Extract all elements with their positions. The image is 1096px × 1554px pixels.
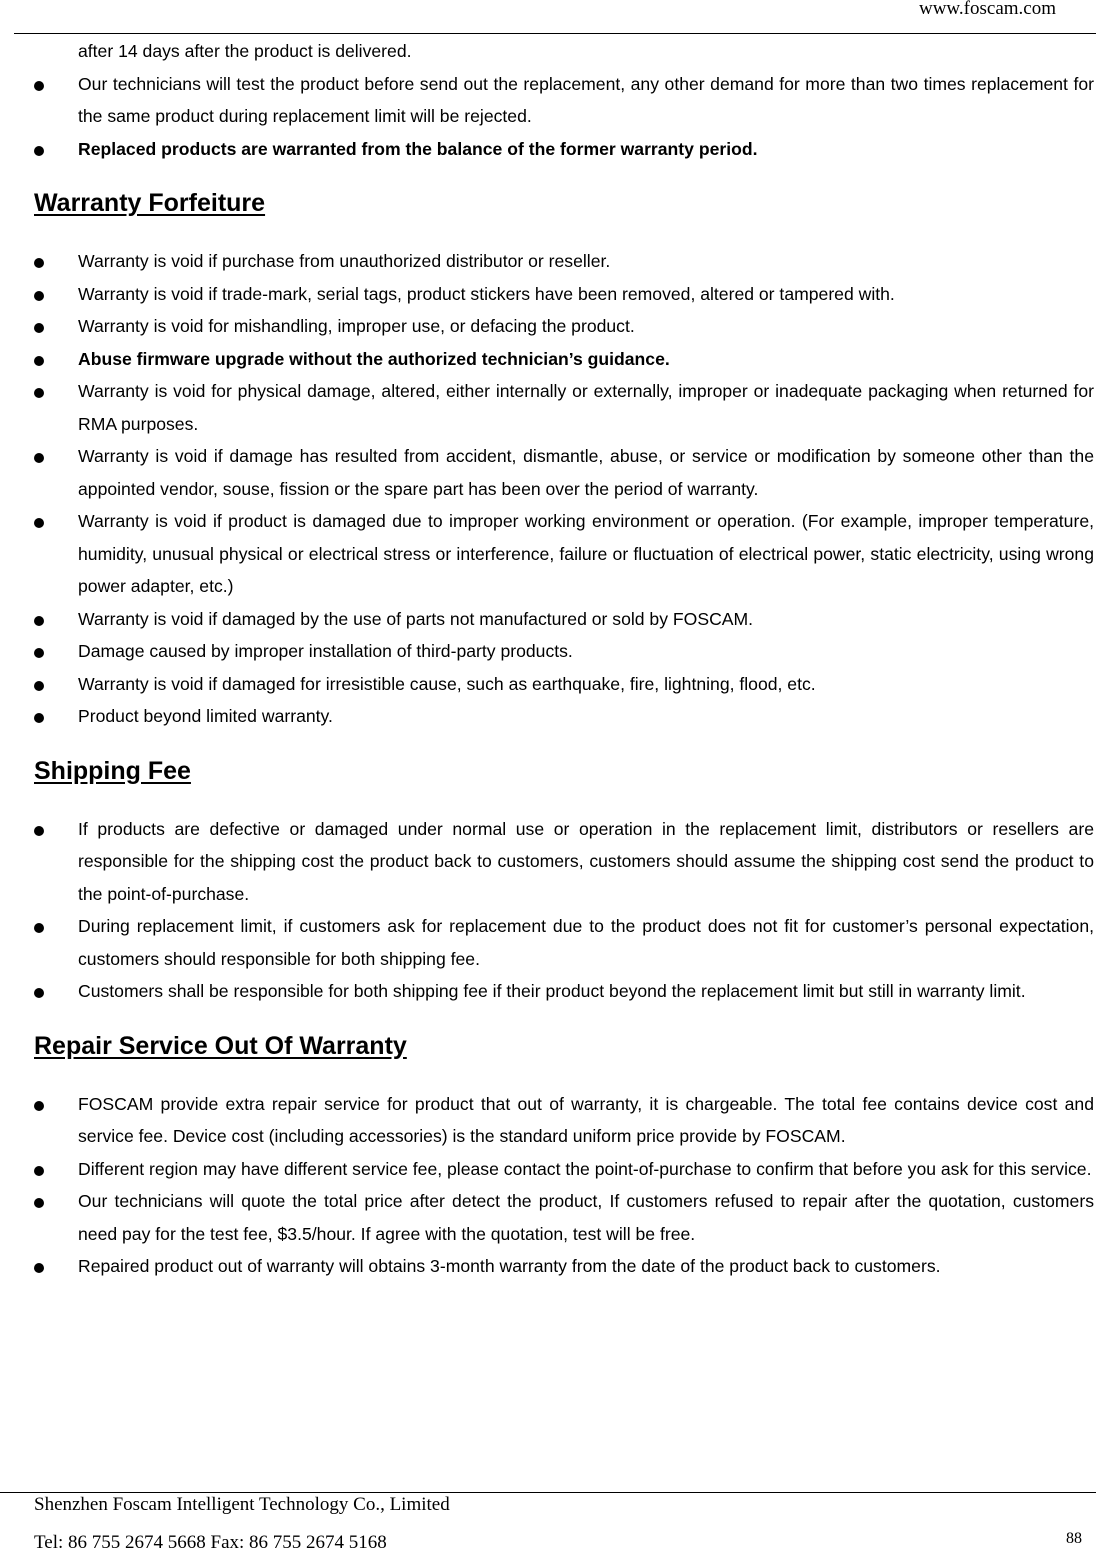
repair-service-list	[34, 1088, 1094, 1283]
list-item	[34, 635, 1094, 668]
list-item	[34, 910, 1094, 975]
list-item	[34, 343, 1094, 376]
list-item-text: Warranty is void if product is damaged due to improper working environment or operation. (For example, improper temperature, humidity, unusual physical or electrical stress or interference, failure or fluctuation of electrical power, static electricity, using wrong power adapter, etc.)	[78, 511, 1094, 596]
list-item	[34, 1185, 1094, 1250]
list-item-text: Our technicians will quote the total price after detect the product, If customers refused to repair after the quotation, customers need pay for the test fee, $3.5/hour. If agree with the quotation, test will be free.	[78, 1191, 1094, 1244]
bullet-icon	[34, 323, 44, 333]
bullet-icon	[34, 1263, 44, 1273]
bullet-icon	[34, 518, 44, 528]
continuation-text: after 14 days after the product is delivered.	[78, 41, 412, 61]
header-divider	[14, 33, 1096, 34]
list-item	[34, 440, 1094, 505]
list-item	[34, 700, 1094, 733]
list-item-text: Damage caused by improper installation of third-party products.	[78, 641, 573, 661]
bullet-icon	[34, 616, 44, 626]
list-item-text: Abuse firmware upgrade without the authorized technician’s guidance.	[78, 348, 670, 369]
shipping-fee-list	[34, 813, 1094, 1008]
section-title-warranty-forfeiture: Warranty Forfeiture	[34, 189, 266, 217]
bullet-icon	[34, 146, 44, 156]
list-item	[34, 1250, 1094, 1283]
section-title-shipping-fee: Shipping Fee	[34, 756, 191, 785]
footer-divider	[0, 1492, 1096, 1493]
list-item-text: Different region may have different service fee, please contact the point-of-purchase to confirm that before you ask for this service.	[78, 1158, 1092, 1179]
list-item-text: During replacement limit, if customers ask for replacement due to the product does not fit for customer’s personal expectation, customers should responsible for both shipping fee.	[78, 916, 1094, 969]
list-item	[34, 975, 1094, 1008]
list-item-text: Warranty is void if trade-mark, serial tags, product stickers have been removed, altered or tampered with.	[78, 283, 895, 304]
list-item-text: Warranty is void for mishandling, improper use, or defacing the product.	[78, 316, 635, 336]
list-item	[34, 668, 1094, 701]
list-item	[34, 68, 1094, 133]
list-item-text: Repaired product out of warranty will obtains 3-month warranty from the date of the product back to customers.	[78, 1256, 941, 1276]
list-item	[34, 278, 1094, 311]
page-number: 88	[1066, 1530, 1082, 1547]
header-url: www.foscam.com	[918, 0, 1056, 19]
list-item	[34, 1088, 1094, 1153]
list-item-text: Warranty is void if damaged for irresistible cause, such as earthquake, fire, lightning, flood, etc.	[78, 673, 816, 694]
list-item-text: If products are defective or damaged under normal use or operation in the replacement limit, distributors or resellers are responsible for the shipping cost the product back to customers, customers should assume the shipping cost send the product to the point-of-purchase.	[78, 818, 1094, 904]
list-item-text: Product beyond limited warranty.	[78, 706, 333, 726]
list-item	[34, 1153, 1094, 1186]
bullet-icon	[34, 1166, 44, 1176]
list-item	[34, 310, 1094, 343]
bullet-icon	[34, 826, 44, 836]
bullet-icon	[34, 988, 44, 998]
bullet-icon	[34, 81, 44, 91]
footer-company: Shenzhen Foscam Intelligent Technology Co., Limited	[34, 1494, 450, 1515]
bullet-icon	[34, 258, 44, 268]
intro-list	[34, 68, 1094, 166]
warranty-forfeiture-list	[34, 245, 1094, 733]
list-item-text: Replaced products are warranted from the balance of the former warranty period.	[78, 138, 758, 159]
list-item-text: Warranty is void if damage has resulted from accident, dismantle, abuse, or service or modification by someone other than the appointed vendor, souse, fission or the spare part has been over the period of warranty.	[78, 446, 1094, 499]
list-item-text: Warranty is void if purchase from unauthorized distributor or reseller.	[78, 251, 611, 271]
bullet-icon	[34, 388, 44, 398]
list-item-text: Our technicians will test the product before send out the replacement, any other demand for more than two times replacement for the same product during replacement limit will be rejected.	[78, 73, 1094, 126]
bullet-icon	[34, 923, 44, 933]
list-item-text: Warranty is void for physical damage, altered, either internally or externally, improper or inadequate packaging when returned for RMA purposes.	[78, 381, 1094, 434]
page-content	[34, 35, 1094, 1283]
footer-contact: Tel: 86 755 2674 5668 Fax: 86 755 2674 5168	[34, 1532, 387, 1553]
list-item-text: FOSCAM provide extra repair service for product that out of warranty, it is chargeable. The total fee contains device cost and service fee. Device cost (including accessories) is the standard uniform price provide by FOSCAM.	[78, 1093, 1094, 1146]
bullet-icon	[34, 713, 44, 723]
section-title-repair-service: Repair Service Out Of Warranty	[34, 1031, 407, 1060]
list-item	[34, 603, 1094, 636]
bullet-icon	[34, 291, 44, 301]
bullet-icon	[34, 681, 44, 691]
list-item-text: Warranty is void if damaged by the use of parts not manufactured or sold by FOSCAM.	[78, 608, 754, 629]
bullet-icon	[34, 648, 44, 658]
bullet-icon	[34, 1198, 44, 1208]
bullet-icon	[34, 1101, 44, 1111]
list-item	[34, 133, 1094, 166]
list-item	[34, 375, 1094, 440]
list-item	[34, 505, 1094, 603]
list-item	[34, 813, 1094, 911]
bullet-icon	[34, 453, 44, 463]
list-item	[34, 245, 1094, 278]
list-item-text: Customers shall be responsible for both shipping fee if their product beyond the replacement limit but still in warranty limit.	[78, 981, 1026, 1001]
bullet-icon	[34, 356, 44, 366]
